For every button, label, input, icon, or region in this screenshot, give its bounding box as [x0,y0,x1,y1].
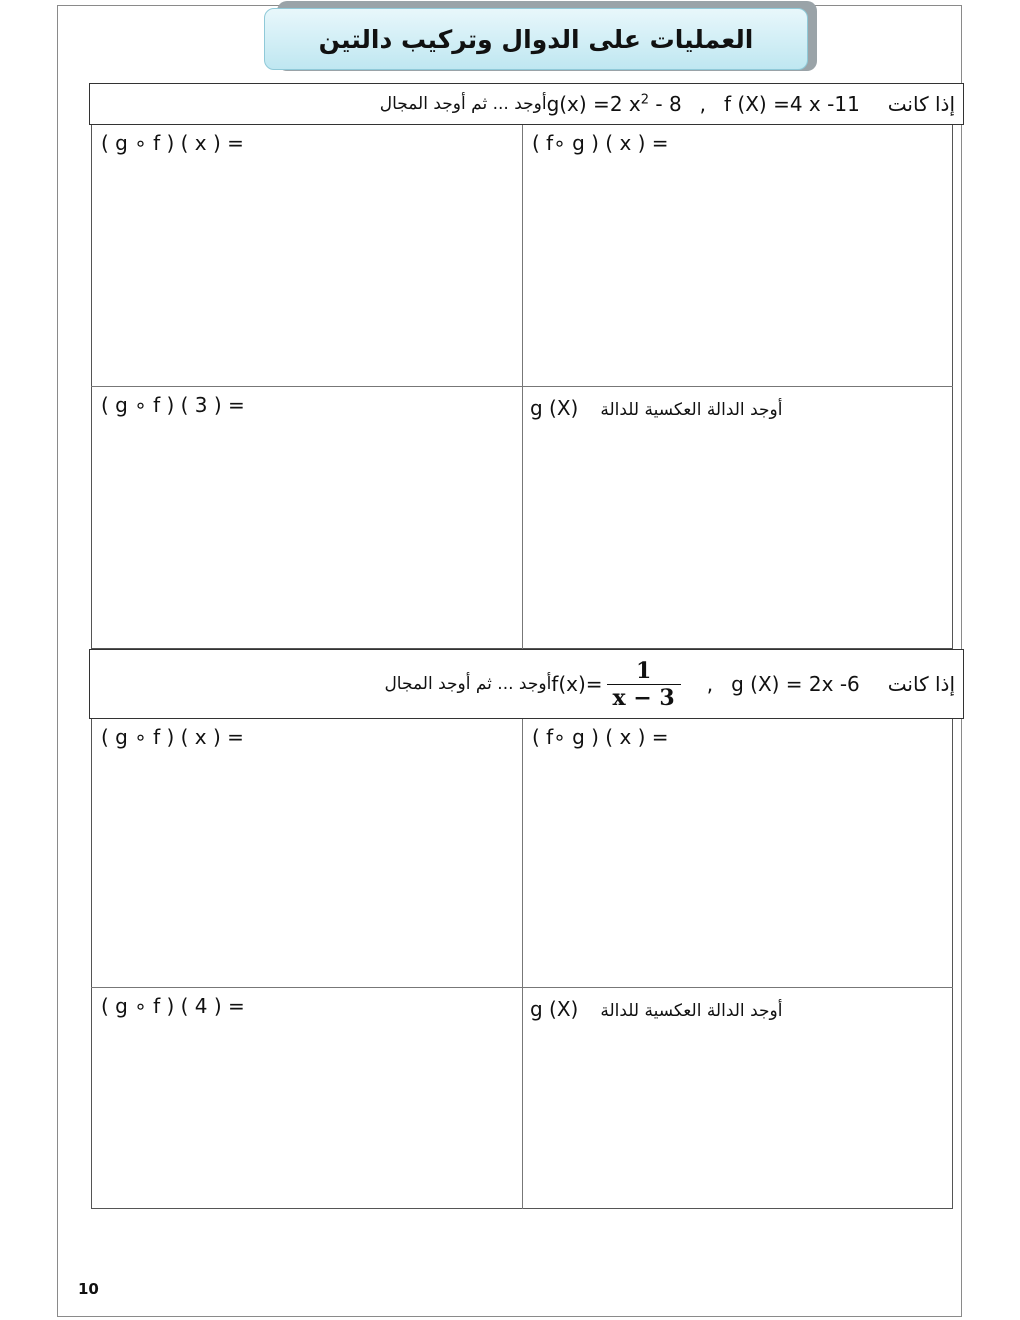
exercise1-f-definition: f (X) =4 x -11 [724,92,860,116]
exercise2-prompt [89,649,964,719]
exercise1-row-divider [91,386,953,387]
exercise1-if-word: إذا كانت [887,92,955,116]
exercise2-row-divider [91,987,953,988]
page-title: العمليات على الدوال وتركيب دالتين [318,24,754,54]
exercise2-comma: , [706,672,714,696]
exercise1-cell-gof-value: ( g ∘ f ) ( 3 ) = [101,393,245,417]
exercise1-cell-gof-x: ( g ∘ f ) ( x ) = [101,131,244,155]
exercise2-cell-gof-x: ( g ∘ f ) ( x ) = [101,725,244,749]
exercise1-prompt [89,83,964,125]
inverse-function-name: g (X) [530,396,579,420]
page-number: 10 [78,1280,99,1298]
exercise2-if-word: إذا كانت [887,672,955,696]
exercise2-cell-inverse [530,997,782,1021]
g-def-tail: - 8 [649,92,682,116]
exercise1-cell-fog-x: ( f∘ g ) ( x ) = [532,131,669,155]
g-def-exponent: 2 [640,92,650,108]
g-def-main: g(x) =2 x [546,92,641,116]
exercise2-column-divider [522,719,523,1209]
exercise2-cell-gof-value: ( g ∘ f ) ( 4 ) = [101,994,245,1018]
exercise2-ask: أوجد ... ثم أوجد المجال [384,674,552,694]
inverse-instruction: أوجد الدالة العكسية للدالة [600,1001,783,1021]
exercise1-column-divider [522,125,523,649]
exercise2-f-prefix: f(x)= [551,672,603,696]
inverse-function-name: g (X) [530,997,579,1021]
exercise1-g-definition [547,92,682,116]
exercise1-ask: أوجد ... ثم أوجد المجال [379,94,547,114]
fraction-denominator: x − 3 [607,684,681,711]
exercise2-cell-fog-x: ( f∘ g ) ( x ) = [532,725,669,749]
exercise1-cell-inverse [530,396,782,420]
exercise2-fraction [607,658,681,711]
title-banner [264,8,808,70]
inverse-instruction: أوجد الدالة العكسية للدالة [600,400,783,420]
exercise2-g-definition: g (X) = 2x -6 [731,672,860,696]
fraction-numerator: 1 [635,657,652,684]
exercise1-comma: , [699,92,707,116]
